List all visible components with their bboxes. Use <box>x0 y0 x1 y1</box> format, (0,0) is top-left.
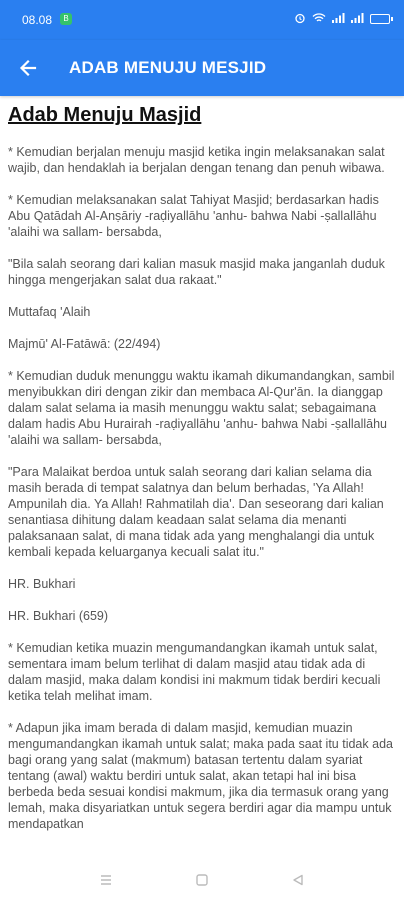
article-paragraph: Muttafaq 'Alaih <box>8 305 91 319</box>
article-paragraph: * Adapun jika imam berada di dalam masjid, kemudian muazin mengumandangkan ikamah untuk salat; maka pada saat itu tidak ada bagi orang yang salat (makmum) batasan tertentu dalam syariat tentang (awal) waktu berdiri untuk salat, akan tetapi hal ini bisa berbeda beda sesuai kondisi makmum, jika dia termasuk orang yang lemah, maka disyariatkan untuk segera berdiri agar dia mampu untuk mendapatkan <box>8 721 393 831</box>
notification-badge: B <box>60 13 72 25</box>
recent-apps-button[interactable] <box>98 872 114 888</box>
back-triangle-icon <box>291 873 305 887</box>
status-bar <box>0 0 404 40</box>
battery-icon <box>370 14 390 24</box>
article-paragraph: "Bila salah seorang dari kalian masuk masjid maka janganlah duduk hingga mengerjakan salat dua rakaat." <box>8 257 385 287</box>
signal-icon <box>351 12 364 26</box>
wifi-icon <box>312 12 326 27</box>
menu-icon <box>99 874 113 886</box>
status-icons <box>294 12 390 26</box>
status-time: 08.08 <box>22 13 53 27</box>
page-title: ADAB MENUJU MESJID <box>69 58 267 77</box>
back-button[interactable] <box>12 52 44 84</box>
system-back-button[interactable] <box>290 872 306 888</box>
article-paragraph: "Para Malaikat berdoa untuk salah seorang dari kalian selama dia masih berada di tempat salatnya dan belum berhadas, 'Ya Allah! Ampunilah dia. Ya Allah! Rahmatilah dia'. Dan seseorang dari kalian senantiasa dihitung dalam keadaan salat selama dia menanti palaksanaan salat, di mana tidak ada yang menghalangi dia untuk kembali kepada keluarganya kecuali salat itu." <box>8 465 384 559</box>
alarm-icon <box>294 12 306 27</box>
signal-icon <box>332 12 345 26</box>
article-paragraph: HR. Bukhari <box>8 577 76 591</box>
article-paragraph: * Kemudian ketika muazin mengumandangkan ikamah untuk salat, sementara imam belum terlihat di dalam masjid atau tidak ada di dalam masjid, maka dalam kondisi ini makmum tidak berdiri kecuali ketika telah melihat imam. <box>8 641 381 703</box>
home-button[interactable] <box>194 872 210 888</box>
arrow-left-icon <box>18 58 38 78</box>
article-paragraph: * Kemudian melaksanakan salat Tahiyat Masjid; berdasarkan hadis Abu Qatādah Al-Anṣāriy -raḍiyallāhu 'anhu- bahwa Nabi -ṣallallāhu 'alaihi wa sallam- bersabda, <box>8 193 379 239</box>
system-nav-bar <box>0 860 404 900</box>
article-paragraph: HR. Bukhari (659) <box>8 609 109 623</box>
article-paragraph: * Kemudian duduk menunggu waktu ikamah dikumandangkan, sambil menyibukkan diri dengan zikir dan membaca Al-Qur'ān. Ia dianggap dalam salat selama ia masih menunggu waktu salat; sebagaimana dalam hadis Abu Hurairah -raḍiyallāhu 'anhu- bahwa Nabi -ṣallallāhu 'alaihi wa sallam- bersabda, <box>8 369 395 447</box>
article-heading: Adab Menuju Masjid <box>8 104 202 126</box>
article-paragraph: * Kemudian berjalan menuju masjid ketika ingin melaksanakan salat wajib, dan hendaklah ia berjalan dengan tenang dan penuh wibawa. <box>8 145 385 175</box>
article-paragraph: Majmū' Al-Fatāwā: (22/494) <box>8 337 161 351</box>
home-square-icon <box>195 873 209 887</box>
article-content[interactable] <box>8 98 396 860</box>
app-bar <box>0 40 404 96</box>
